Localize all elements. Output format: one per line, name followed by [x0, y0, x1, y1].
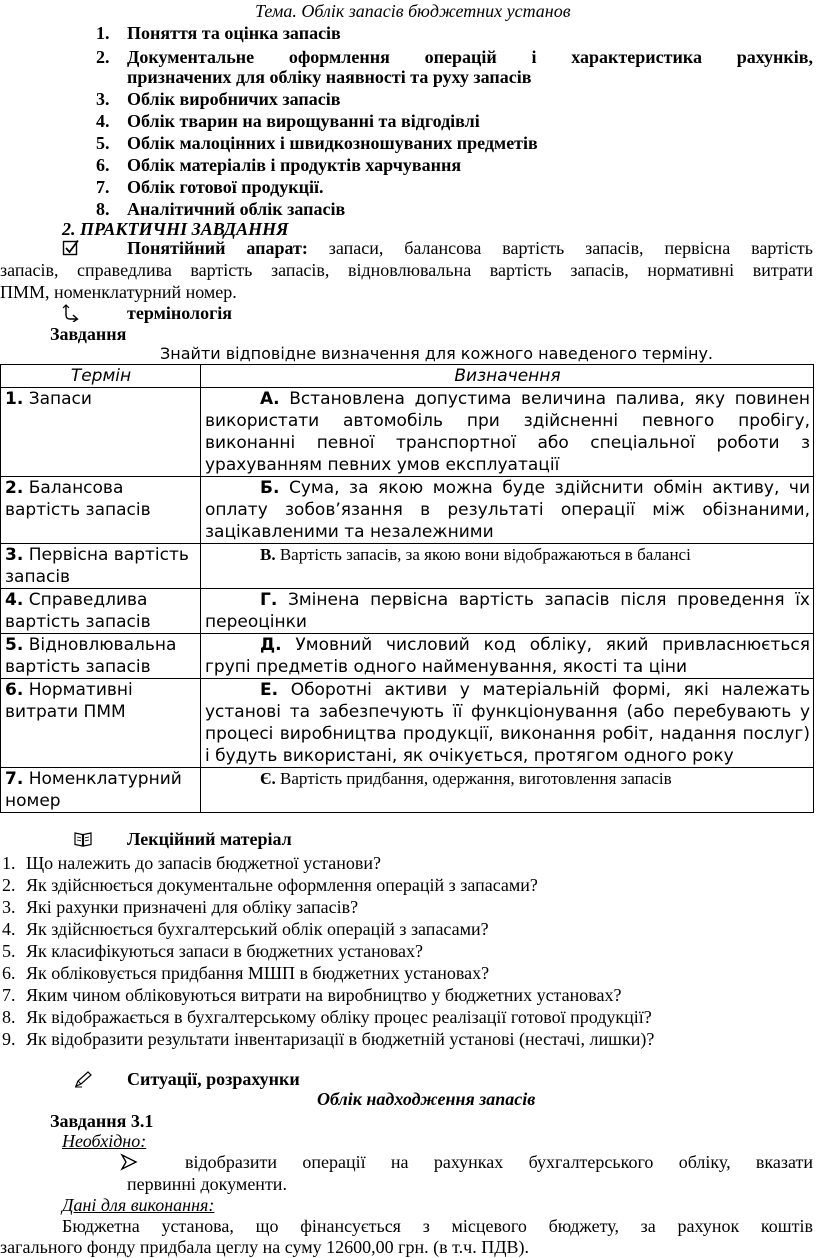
term-num: 2. [5, 478, 24, 498]
definition-letter: А. [260, 389, 280, 409]
definition-text: Умовний числовий код обліку, який привласнюється групі предметів одного найменування, якості та ціни [205, 635, 810, 677]
definition-letter: Г. [260, 590, 278, 610]
term-num: 5. [5, 635, 24, 655]
definition-letter: В. [260, 545, 276, 564]
question-item: Як обліковується придбання МШП в бюджетних установах? [26, 963, 490, 983]
task31-title: Завдання 3.1 [50, 1111, 154, 1131]
outline-num: 5. [96, 133, 110, 153]
checkbox-icon [62, 237, 80, 259]
needed-line-1: відобразити операції на рахунках бухгалтерського обліку, вказати [185, 1152, 813, 1172]
term-text: Номенклатурний номер [5, 769, 182, 811]
term-cell [1, 679, 201, 768]
concepts-line-1 [127, 237, 813, 259]
outline-num: 3. [96, 89, 110, 109]
table-row [1, 589, 814, 634]
definition-text: Встановлена допустима величина палива, яку повинен використати автомобіль при здійсненні певного пробігу, виконанні певної транспортної або спеціальної роботи з урахуванням певних умов експлуатації [205, 389, 810, 475]
definition-letter: Є. [260, 769, 276, 788]
question-num: 2. [2, 875, 16, 895]
concepts-text: запаси, балансова вартість запасів, первісна вартість [328, 238, 814, 258]
term-num: 6. [5, 680, 24, 700]
pencil-icon [74, 1068, 92, 1090]
terminology-label: термінологія [127, 303, 232, 323]
definition-text: Вартість запасів, за якою вони відображаються в балансі [279, 545, 691, 564]
outline-num: 1. [96, 23, 110, 43]
term-num: 7. [5, 769, 24, 789]
term-cell [1, 768, 201, 813]
question-item: Як здійснюється документальне оформлення операцій з запасами? [26, 875, 538, 895]
outline-item: Облік виробничих запасів [127, 89, 341, 109]
outline-item: Облік матеріалів і продуктів харчування [127, 155, 462, 175]
definition-text: Змінена первісна вартість запасів після проведення їх переоцінки [205, 590, 810, 632]
practical-heading: 2. ПРАКТИЧНІ ЗАВДАННЯ [62, 219, 289, 239]
arrow-hand-icon [62, 302, 80, 324]
concepts-line-3: ПММ, номенклатурний номер. [0, 282, 237, 302]
question-num: 7. [2, 985, 16, 1005]
table-row [1, 388, 814, 477]
outline-item: Аналітичний облік запасів [127, 199, 346, 219]
term-text: Нормативні витрати ПММ [5, 680, 133, 722]
col-def-header: Визначення [201, 365, 814, 388]
arrow-bullet-icon [120, 1151, 138, 1173]
data-label: Дані для виконання: [62, 1195, 215, 1215]
table-row [1, 634, 814, 679]
data-line-2: загального фонду придбала цеглу на суму 12600,00 грн. (в т.ч. ПДВ). [0, 1237, 529, 1257]
task-instruction: Знайти відповідне визначення для кожного наведеного терміну. [160, 344, 713, 363]
term-cell [1, 388, 201, 477]
question-item: Як здійснюється бухгалтерський облік операцій з запасами? [26, 919, 489, 939]
outline-num: 2. [96, 47, 110, 67]
definition-text: Вартість придбання, одержання, виготовлення запасів [280, 769, 672, 788]
term-cell [1, 634, 201, 679]
definition-cell [201, 388, 814, 477]
needed-line-2: первинні документи. [127, 1174, 287, 1194]
concepts-label: Понятійний апарат: [127, 238, 308, 258]
outline-num: 4. [96, 111, 110, 131]
question-item: Як відображається в бухгалтерському обліку процес реалізації готової продукції? [26, 1007, 652, 1027]
table-row [1, 768, 814, 813]
col-term-header: Термін [1, 365, 201, 388]
subsection-title: Облік надходження запасів [317, 1089, 536, 1109]
term-cell [1, 589, 201, 634]
term-text: Відновлювальна вартість запасів [5, 635, 177, 677]
term-text: Запаси [28, 389, 92, 409]
definition-cell [201, 634, 814, 679]
definition-cell [201, 768, 814, 813]
definition-letter: Е. [260, 680, 279, 700]
question-num: 8. [2, 1007, 16, 1027]
needed-label: Необхідно: [62, 1131, 147, 1151]
outline-item-continued: призначених для обліку наявності та руху запасів [127, 67, 532, 87]
question-num: 4. [2, 919, 16, 939]
term-text: Справедлива вартість запасів [5, 590, 151, 632]
term-cell [1, 477, 201, 544]
outline-num: 7. [96, 177, 110, 197]
term-num: 1. [5, 389, 24, 409]
table-row [1, 679, 814, 768]
topic-title: Тема. Облік запасів бюджетних установ [255, 1, 571, 21]
term-cell [1, 544, 201, 589]
outline-item: Облік малоцінних і швидкозношуваних предметів [127, 133, 538, 153]
question-num: 9. [2, 1029, 16, 1049]
table-header-row [1, 365, 814, 388]
outline-num: 6. [96, 155, 110, 175]
question-item: Як класифікуються запаси в бюджетних установах? [26, 941, 424, 961]
definition-cell [201, 589, 814, 634]
outline-item: Документальне оформлення операцій і характеристика рахунків, [127, 47, 813, 67]
table-row [1, 544, 814, 589]
definition-cell [201, 477, 814, 544]
question-item: Що належить до запасів бюджетної установи? [26, 853, 382, 873]
table-row [1, 477, 814, 544]
book-icon [74, 828, 92, 850]
definition-letter: Б. [260, 478, 280, 498]
term-num: 4. [5, 590, 24, 610]
question-num: 6. [2, 963, 16, 983]
data-line-1: Бюджетна установа, що фінансується з місцевого бюджету, за рахунок коштів [62, 1216, 813, 1236]
definition-cell [201, 544, 814, 589]
definition-letter: Д. [260, 635, 282, 655]
situations-label: Ситуації, розрахунки [127, 1069, 300, 1089]
task-label: Завдання [50, 324, 127, 344]
terms-table [0, 364, 814, 813]
question-item: Які рахунки призначені для обліку запасів? [26, 897, 359, 917]
outline-item: Облік готової продукції. [127, 177, 324, 197]
outline-item: Облік тварин на вирощуванні та відгодівлі [127, 111, 480, 131]
outline-num: 8. [96, 199, 110, 219]
concepts-line-2: запасів, справедлива вартість запасів, відновлювальна вартість запасів, нормативні витрати [0, 260, 813, 280]
term-text: Первісна вартість запасів [5, 545, 189, 587]
question-num: 1. [2, 853, 16, 873]
term-num: 3. [5, 545, 24, 565]
question-num: 3. [2, 897, 16, 917]
definition-text: Сума, за якою можна буде здійснити обмін активу, чи оплату зобов’язання в результаті операції між обізнаними, зацікавленими та незалежними [205, 478, 810, 542]
definition-cell [201, 679, 814, 768]
question-item: Як відобразити результати інвентаризації в бюджетній установі (нестачі, лишки)? [26, 1029, 655, 1049]
outline-item: Поняття та оцінка запасів [127, 23, 341, 43]
lecture-label: Лекційний матеріал [127, 829, 292, 849]
question-num: 5. [2, 941, 16, 961]
question-item: Яким чином обліковуються витрати на виробництво у бюджетних установах? [26, 985, 622, 1005]
definition-text: Оборотні активи у матеріальній формі, які належать установі та забезпечують її функціонування (або перебувають у процесі виробництва продукції, виконання робіт, надання послуг) і будуть використані, як очікується, протягом одного року [205, 680, 810, 766]
term-text: Балансова вартість запасів [5, 478, 151, 520]
